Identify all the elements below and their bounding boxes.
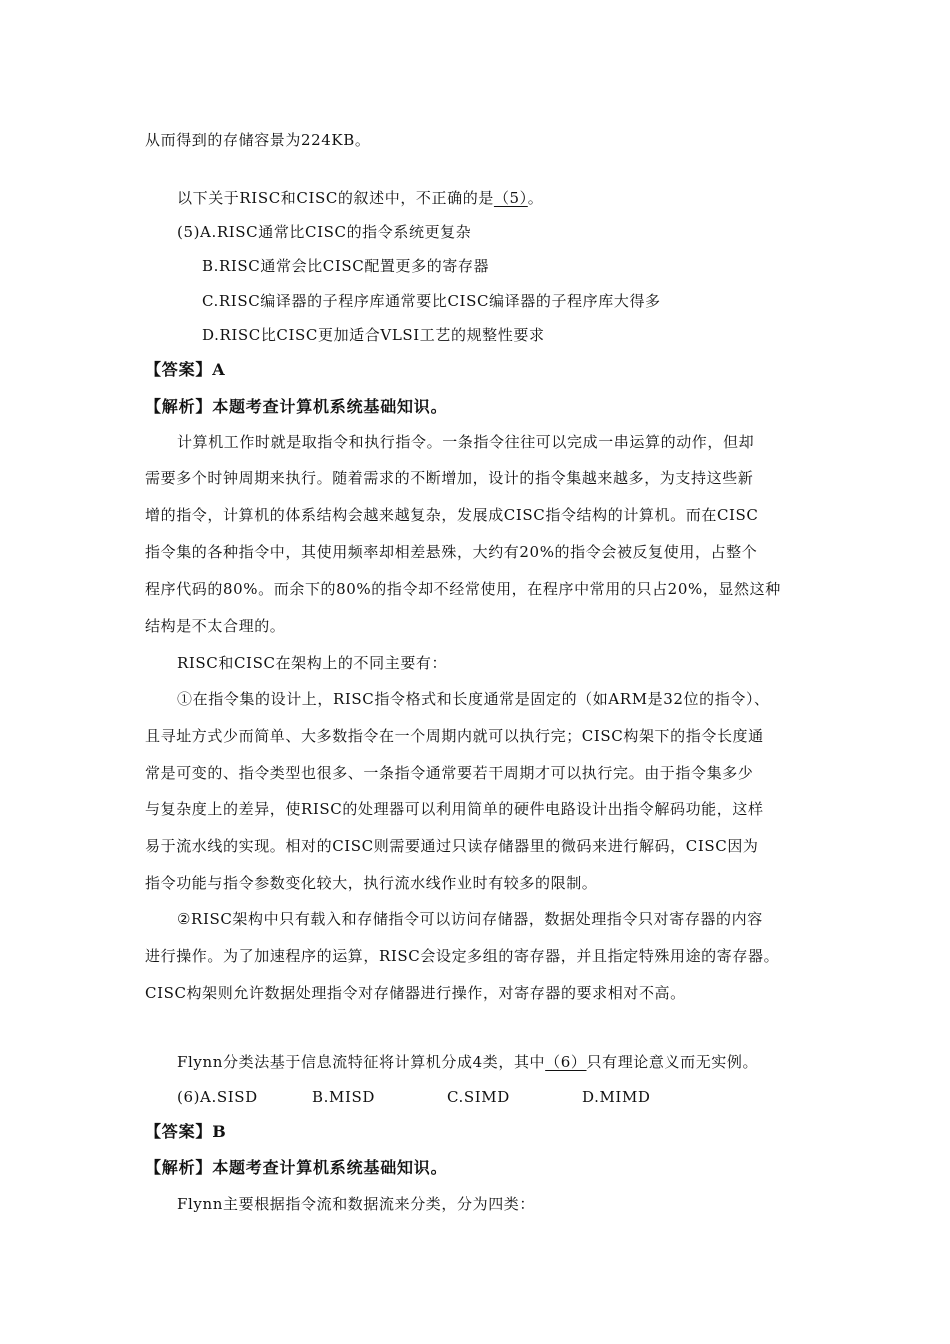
q5-analysis-title: 【解析】本题考查计算机系统基础知识。 <box>145 397 448 416</box>
q6-stem-after: 只有理论意义而无实例。 <box>586 1053 759 1071</box>
q5-answer: 【答案】A <box>145 360 226 379</box>
q5-analysis-line: CISC构架则允许数据处理指令对存储器进行操作，对寄存器的要求相对不高。 <box>145 984 686 1002</box>
q5-analysis-line: 易于流水线的实现。相对的CISC则需要通过只读存储器里的微码来进行解码，CISC因为 <box>145 837 759 855</box>
q6-options <box>177 1086 857 1108</box>
q5-analysis-line: 指令集的各种指令中，其使用频率却相差悬殊，大约有20%的指令会被反复使用，占整个 <box>145 543 758 561</box>
q6-stem-before: Flynn分类法基于信息流特征将计算机分成4类，其中 <box>177 1053 546 1071</box>
q6-answer: 【答案】B <box>145 1122 227 1141</box>
q5-option-a: (5)A.RISC通常比CISC的指令系统更复杂 <box>177 223 472 241</box>
q6-option-d: D.MIMD <box>582 1088 651 1106</box>
q5-analysis-line: 计算机工作时就是取指令和执行指令。一条指令往往可以完成一串运算的动作，但却 <box>177 433 755 451</box>
q5-analysis-line: 指令功能与指令参数变化较大，执行流水线作业时有较多的限制。 <box>145 874 598 892</box>
q6-option-a: (6)A.SISD <box>177 1088 258 1106</box>
q5-analysis-line: 与复杂度上的差异，使RISC的处理器可以利用简单的硬件电路设计出指令解码功能，这样 <box>145 800 764 818</box>
q5-analysis-line: 需要多个时钟周期来执行。随着需求的不断增加，设计的指令集越来越多，为支持这些新 <box>145 469 754 487</box>
q5-analysis-line: 常是可变的、指令类型也很多、一条指令通常要若干周期才可以执行完。由于指令集多少 <box>145 764 754 782</box>
q5-analysis-line: 结构是不太合理的。 <box>145 617 286 635</box>
q5-analysis-line: ①在指令集的设计上，RISC指令格式和长度通常是固定的（如ARM是32位的指令）、 <box>177 690 770 708</box>
q5-blank: （5） <box>493 189 528 207</box>
intro-line: 从而得到的存储容景为224KB。 <box>145 131 371 149</box>
q5-option-d: D.RISC比CISC更加适合VLSI工艺的规整性要求 <box>202 326 545 344</box>
q5-stem-after: 。 <box>527 189 544 207</box>
q5-stem-before: 以下关于RISC和CISC的叙述中，不正确的是 <box>177 189 494 207</box>
q5-analysis-line: 增的指令，计算机的体系结构会越来越复杂，发展成CISC指令结构的计算机。而在CISC <box>145 506 759 524</box>
q6-analysis-line: Flynn主要根据指令流和数据流来分类，分为四类： <box>177 1195 536 1213</box>
q6-blank: （6） <box>545 1053 587 1071</box>
q5-analysis-line: 程序代码的80%。而余下的80%的指令却不经常使用，在程序中常用的只占20%，显然这种 <box>145 580 781 598</box>
q5-stem <box>177 187 857 209</box>
q6-analysis-title: 【解析】本题考查计算机系统基础知识。 <box>145 1158 448 1177</box>
q6-stem <box>177 1051 857 1073</box>
q5-analysis-line: 进行操作。为了加速程序的运算，RISC会设定多组的寄存器，并且指定特殊用途的寄存器。 <box>145 947 780 965</box>
q5-analysis-line: ②RISC架构中只有载入和存储指令可以访问存储器，数据处理指令只对寄存器的内容 <box>177 910 763 928</box>
q6-option-c: C.SIMD <box>447 1088 510 1106</box>
q5-analysis-line: 且寻址方式少而简单、大多数指令在一个周期内就可以执行完；CISC构架下的指令长度通 <box>145 727 764 745</box>
q5-option-c: C.RISC编译器的子程序库通常要比CISC编译器的子程序库大得多 <box>202 292 661 310</box>
q5-analysis-line: RISC和CISC在架构上的不同主要有： <box>177 654 448 672</box>
q6-option-b: B.MISD <box>312 1088 375 1106</box>
q5-option-b: B.RISC通常会比CISC配置更多的寄存器 <box>202 257 490 275</box>
